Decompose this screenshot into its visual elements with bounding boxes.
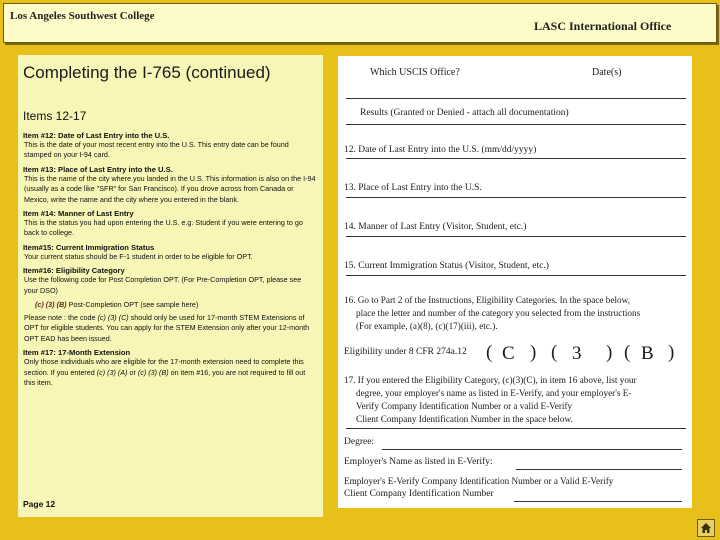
item14-heading: Item #14: Manner of Last Entry	[23, 209, 134, 219]
form-line	[346, 98, 686, 99]
office-name: LASC International Office	[534, 19, 672, 33]
form-line	[346, 197, 686, 198]
page-number: Page 12	[23, 499, 56, 509]
handwritten-c: C	[502, 343, 515, 364]
instructions-panel	[18, 55, 323, 517]
form-eligibility-label: Eligibility under 8 CFR 274a.12	[344, 347, 467, 357]
item12-body: This is the date of your most recent entry into the U.S. This entry date can be found stamped on your I-94 card.	[24, 140, 289, 160]
item17-code2: (c) (3) (B)	[137, 367, 169, 377]
home-button[interactable]	[697, 519, 715, 537]
stem-note	[24, 313, 317, 344]
college-name: Los Angeles Southwest College	[10, 10, 155, 22]
form-line	[346, 236, 686, 237]
item14-body: This is the status you had upon entering the U.S. e.g. Student if you were entering to go back to college.	[24, 218, 303, 238]
item16-sample-text: Post-Completion OPT (see sample here)	[68, 300, 199, 310]
form-item16-line1: 16. Go to Part 2 of the Instructions, Eligibility Categories. In the space below,	[344, 295, 630, 305]
items-subtitle: Items 12-17	[23, 109, 87, 123]
form-results: Results (Granted or Denied - attach all documentation)	[360, 108, 569, 118]
handwritten-3: 3	[572, 343, 582, 364]
paren-open-2: (	[551, 342, 558, 363]
handwritten-b: B	[641, 343, 654, 364]
form-line	[346, 275, 686, 276]
item16-sample	[23, 300, 317, 309]
item15-body: Your current status should be F-1 student in order to be eligible for OPT.	[24, 251, 253, 261]
item17-code1: (c) (3) (A)	[96, 367, 128, 377]
item16-body: Use the following code for Post Completion OPT. (For Pre-Completion OPT, please see your DSO)	[24, 275, 302, 295]
note-prefix: Please note : the code	[24, 313, 96, 323]
form-item16-line2: place the letter and number of the category you selected from the instructions	[356, 308, 641, 318]
form-line	[346, 124, 686, 125]
paren-close-2: )	[606, 342, 613, 363]
paren-open-3: (	[624, 342, 631, 363]
item16-heading: Item#16: Eligibility Category	[23, 266, 125, 276]
paren-close-3: )	[668, 342, 675, 363]
form-line	[346, 158, 686, 159]
home-icon	[700, 522, 712, 534]
form-sample-image	[338, 56, 692, 508]
form-dates: Date(s)	[592, 67, 622, 78]
form-item15: 15. Current Immigration Status (Visitor, Student, etc.)	[344, 261, 549, 271]
form-item17-line3: Verify Company Identification Number or a valid E-Verify	[356, 401, 573, 411]
item13-body: This is the name of the city where you landed in the U.S. This information is also on the I-94 (usually as a code like "SFR" for San Francisco). If you drove across from Canada or Mexico, write the name and the city where you entered in the blank.	[24, 173, 316, 204]
form-item17-line4: Client Company Identification Number in the space below.	[356, 414, 573, 424]
item12-heading: Item #12: Date of Last Entry into the U.S.	[23, 131, 170, 140]
form-item12: 12. Date of Last Entry into the U.S. (mm/dd/yyyy)	[344, 145, 537, 155]
item17-post: on item #16, you are not required to fill out this item.	[24, 367, 306, 388]
header-bar	[3, 3, 717, 43]
item17-body	[24, 357, 317, 388]
item17-or: or	[129, 367, 136, 377]
page-title: Completing the I-765 (continued)	[23, 63, 271, 82]
form-item17-line2: degree, your employer's name as listed in E-Verify, and your employer's E-	[356, 388, 632, 398]
form-line	[382, 449, 682, 450]
form-line	[514, 501, 682, 502]
form-item14: 14. Manner of Last Entry (Visitor, Student, etc.)	[344, 222, 527, 232]
note-code: (c) (3) (C)	[97, 313, 129, 323]
form-employer-id: Employer's E-Verify Company Identification Number or a Valid E-Verify	[344, 476, 614, 486]
item13-heading: Item #13: Place of Last Entry into the U.S.	[23, 164, 173, 174]
form-line	[346, 428, 686, 429]
form-item13: 13. Place of Last Entry into the U.S.	[344, 183, 482, 193]
item15-heading: Item#15: Current Immigration Status	[23, 242, 155, 252]
form-which-office: Which USCIS Office?	[370, 67, 460, 78]
form-employer-name: Employer's Name as listed in E-Verify:	[344, 457, 493, 467]
form-degree: Degree:	[344, 437, 375, 447]
item17-pre: Only those individuals who are eligible for the 17-month extension need to complete this section. If you entered	[24, 357, 304, 377]
item16-sample-code: (c) (3) (B)	[35, 300, 67, 310]
form-client-id: Client Company Identification Number	[344, 489, 494, 499]
form-line	[516, 469, 682, 470]
item17-heading: Item #17: 17-Month Extension	[23, 348, 131, 358]
paren-open-1: (	[486, 342, 493, 363]
form-item17-line1: 17. If you entered the Eligibility Category, (c)(3)(C), in item 16 above, list your	[344, 375, 637, 385]
note-rest: should only be used for 17-month STEM Extensions of OPT for eligible students. You can apply for the STEM Extension only after your 12-month OPT EAD has been issued.	[24, 313, 310, 343]
form-item16-line3: (For example, (a)(8), (c)(17)(iii), etc.).	[356, 321, 498, 331]
paren-close-1: )	[530, 342, 537, 363]
